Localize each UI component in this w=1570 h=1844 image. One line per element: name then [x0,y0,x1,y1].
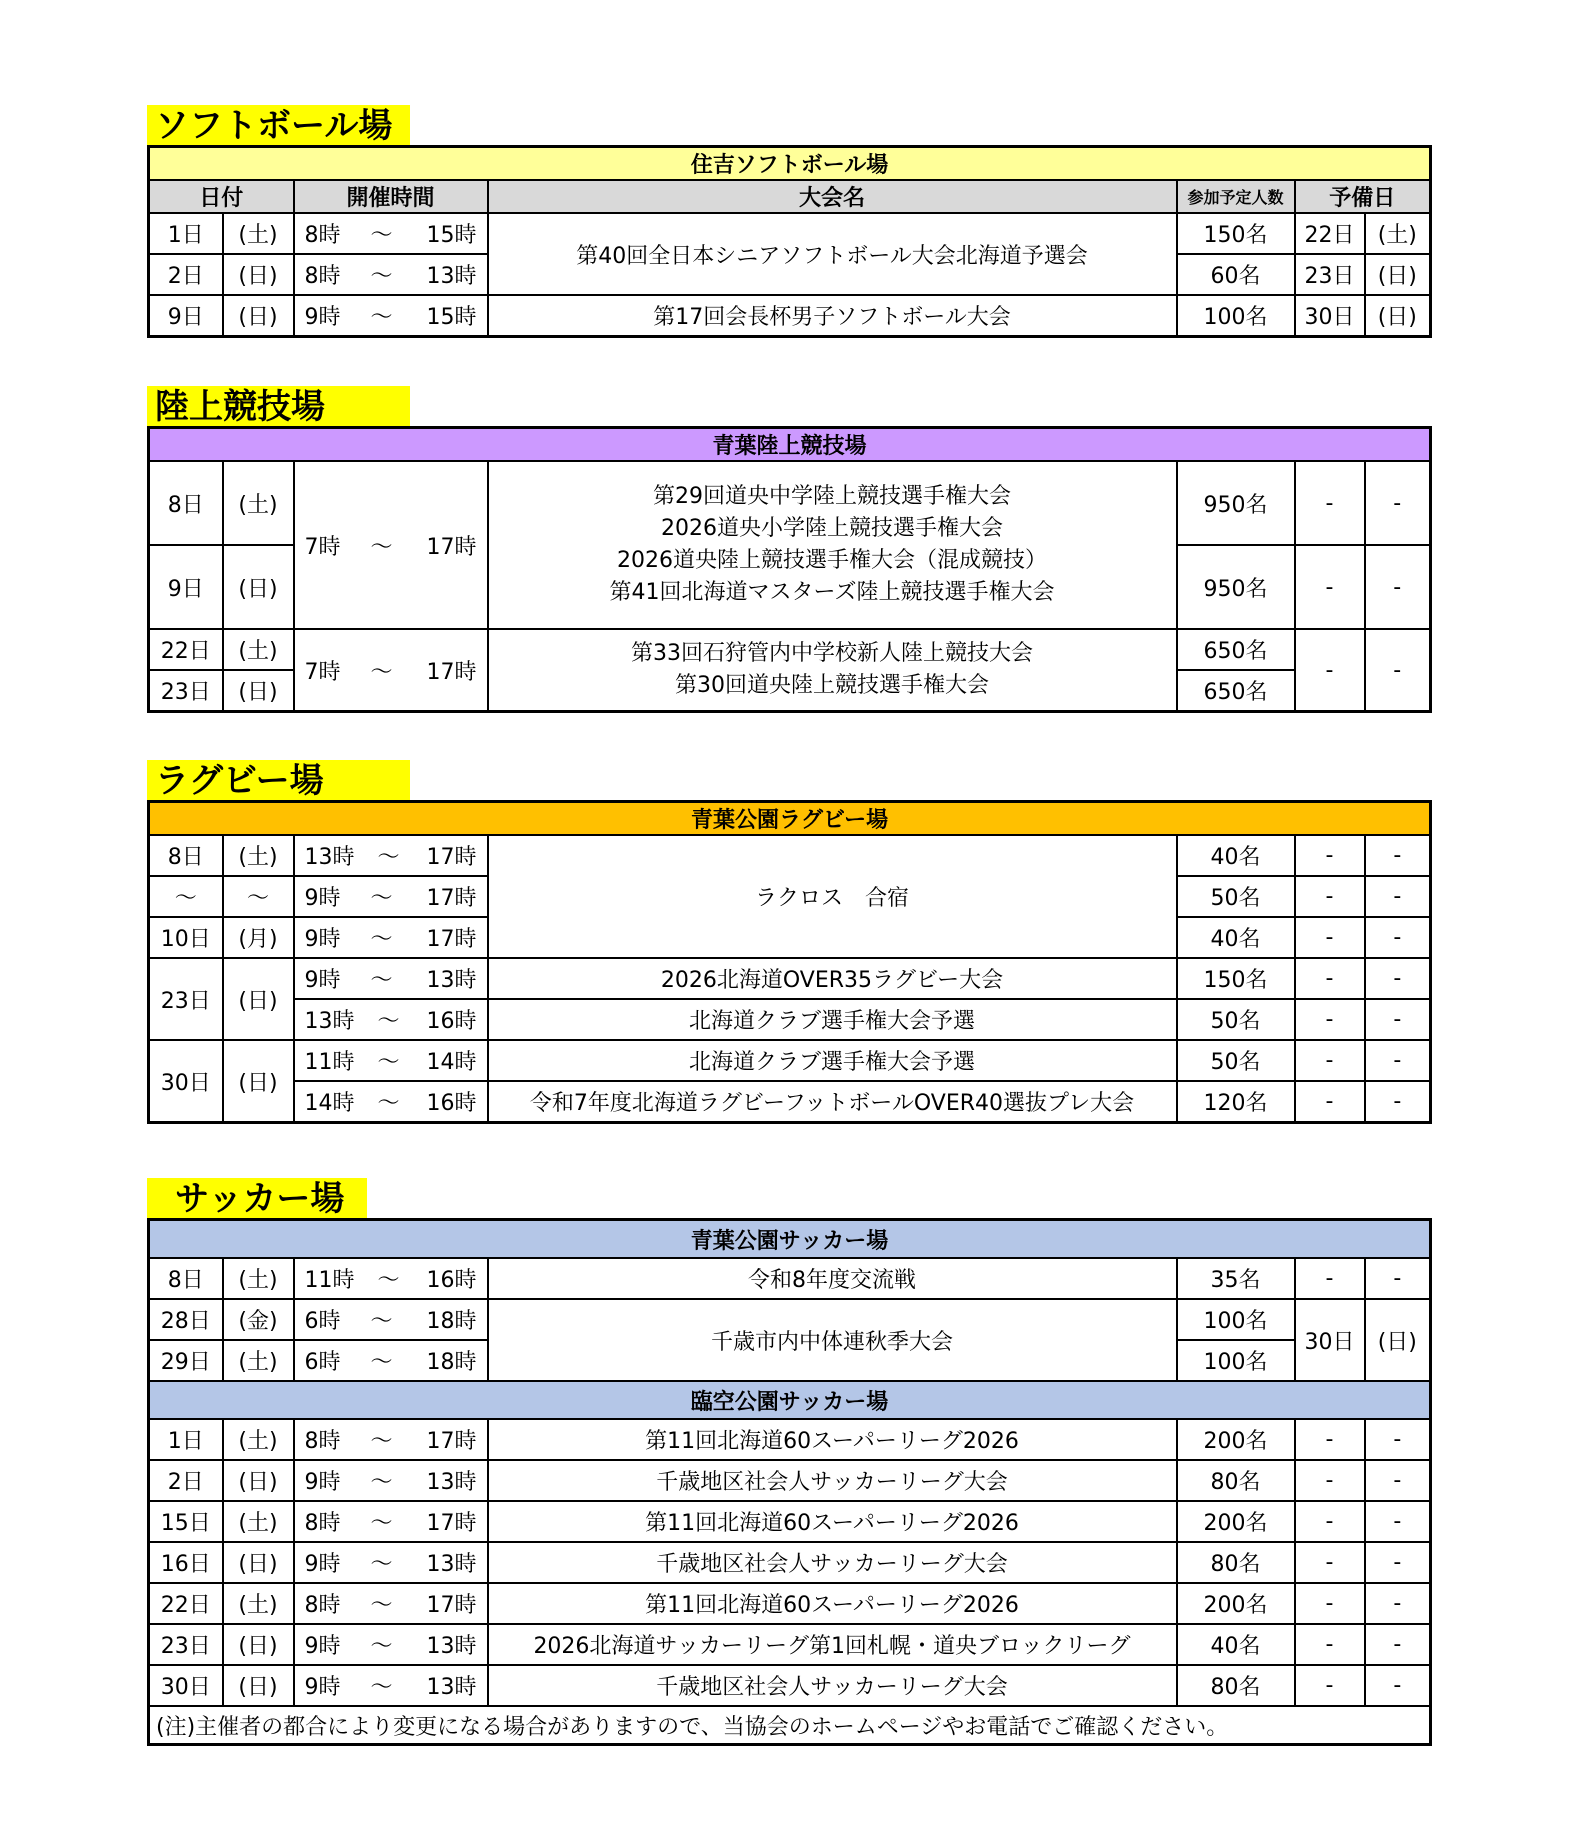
dow-cell: (土) [223,835,294,876]
time-sep: ～ [377,1091,400,1116]
start-time: 9時 [304,927,341,952]
event-cell: 千歳市内中体連秋季大会 [488,1299,1177,1381]
reserve-day: 22日 [1295,213,1365,254]
event-line: 2026道央陸上競技選手権大会（混成競技） [617,548,1047,573]
start-time: 9時 [304,968,341,993]
dow-cell: (日) [223,1624,294,1665]
time-sep: ～ [370,1593,393,1618]
dow-cell: (土) [223,1340,294,1381]
event-cell [488,629,1177,712]
day-cell: 2日 [149,254,223,295]
end-time: 13時 [426,264,477,289]
time-sep: ～ [370,1634,393,1659]
table-row [149,1583,1431,1624]
day-cell: 9日 [149,295,223,337]
people-cell: 100名 [1177,1299,1295,1340]
rugby-table [147,800,1432,1124]
dow-cell: ～ [223,876,294,917]
event-cell: 北海道クラブ選手権大会予選 [488,999,1177,1040]
reserve-day: - [1295,1583,1365,1624]
reserve-dow: - [1365,917,1431,958]
table-row [149,461,1431,545]
reserve-day: - [1295,1624,1365,1665]
time-cell [294,1299,488,1340]
time-sep: ～ [370,1470,393,1495]
people-cell: 40名 [1177,917,1295,958]
time-sep: ～ [370,1350,393,1375]
dow-cell: (土) [223,629,294,670]
start-time: 9時 [304,886,341,911]
day-cell: 23日 [149,670,223,712]
event-cell [488,461,1177,629]
reserve-dow: - [1365,1081,1431,1123]
end-time: 15時 [426,223,477,248]
event-cell: 第11回北海道60スーパーリーグ2026 [488,1501,1177,1542]
dow-cell: (金) [223,1299,294,1340]
reserve-day: - [1295,1460,1365,1501]
time-cell [294,1583,488,1624]
reserve-day: 30日 [1295,1299,1365,1381]
reserve-dow: - [1365,1665,1431,1706]
people-cell: 40名 [1177,1624,1295,1665]
people-cell: 80名 [1177,1665,1295,1706]
people-cell: 150名 [1177,213,1295,254]
day-cell: 8日 [149,835,223,876]
event-cell: 千歳地区社会人サッカーリーグ大会 [488,1665,1177,1706]
table-row [149,213,1431,254]
reserve-day: - [1295,958,1365,999]
dow-cell: (日) [223,1040,294,1123]
end-time: 16時 [426,1268,477,1293]
dow-cell: (日) [223,1460,294,1501]
time-cell [294,1460,488,1501]
reserve-day: - [1295,1040,1365,1081]
start-time: 9時 [304,1634,341,1659]
footnote: (注)主催者の都合により変更になる場合がありますので、当協会のホームページやお電話でご確認ください。 [149,1706,1431,1745]
table-row [149,1258,1431,1299]
venue-name: 青葉公園サッカー場 [149,1220,1431,1259]
header-date: 日付 [149,180,294,213]
event-cell: 第11回北海道60スーパーリーグ2026 [488,1583,1177,1624]
start-time: 8時 [304,1593,341,1618]
time-sep: ～ [370,968,393,993]
people-cell: 60名 [1177,254,1295,295]
time-sep: ～ [377,1009,400,1034]
people-cell: 80名 [1177,1542,1295,1583]
time-cell [294,461,488,629]
reserve-dow: - [1365,835,1431,876]
section-title-soccer: サッカー場 [147,1178,367,1220]
table-row [149,1419,1431,1460]
time-sep: ～ [377,845,400,870]
event-cell: 第17回会長杯男子ソフトボール大会 [488,295,1177,337]
event-line: 第29回道央中学陸上競技選手権大会 [653,484,1011,509]
table-row [149,1624,1431,1665]
time-sep: ～ [370,1429,393,1454]
dow-cell: (日) [223,545,294,629]
event-cell: 2026北海道OVER35ラグビー大会 [488,958,1177,999]
end-time: 13時 [426,1470,477,1495]
venue-name: 臨空公園サッカー場 [149,1381,1431,1419]
time-sep: ～ [370,305,393,330]
start-time: 6時 [304,1350,341,1375]
start-time: 8時 [304,1511,341,1536]
dow-cell: (土) [223,213,294,254]
day-cell: 22日 [149,629,223,670]
reserve-dow: - [1365,1501,1431,1542]
dow-cell: (日) [223,1542,294,1583]
start-time: 13時 [304,845,355,870]
start-time: 7時 [304,534,341,560]
section-title-softball: ソフトボール場 [147,105,410,147]
day-cell: 28日 [149,1299,223,1340]
reserve-dow: - [1365,545,1431,629]
start-time: 8時 [304,1429,341,1454]
end-time: 17時 [426,1593,477,1618]
time-cell [294,1040,488,1081]
start-time: 9時 [304,305,341,330]
time-cell [294,917,488,958]
people-cell: 100名 [1177,1340,1295,1381]
end-time: 13時 [426,968,477,993]
event-line: 第41回北海道マスターズ陸上競技選手権大会 [609,580,1055,605]
reserve-dow: - [1365,1460,1431,1501]
reserve-dow: (日) [1365,254,1431,295]
end-time: 17時 [426,886,477,911]
time-sep: ～ [370,659,393,685]
dow-cell: (日) [223,958,294,1040]
day-cell: 1日 [149,1419,223,1460]
start-time: 9時 [304,1470,341,1495]
venue-name: 青葉公園ラグビー場 [149,802,1431,836]
table-row [149,1081,1431,1123]
time-sep: ～ [370,927,393,952]
end-time: 17時 [426,1429,477,1454]
table-row [149,295,1431,337]
start-time: 9時 [304,1552,341,1577]
day-cell: 8日 [149,1258,223,1299]
table-row [149,958,1431,999]
start-time: 11時 [304,1050,355,1075]
table-row [149,835,1431,876]
end-time: 17時 [426,845,477,870]
time-cell [294,1665,488,1706]
day-cell: 23日 [149,958,223,1040]
dow-cell: (日) [223,295,294,337]
header-time: 開催時間 [294,180,488,213]
reserve-day: - [1295,1081,1365,1123]
reserve-dow: - [1365,1040,1431,1081]
reserve-day: - [1295,1258,1365,1299]
time-cell [294,1501,488,1542]
end-time: 17時 [426,927,477,952]
end-time: 15時 [426,305,477,330]
time-sep: ～ [370,1511,393,1536]
time-cell [294,629,488,712]
people-cell: 200名 [1177,1501,1295,1542]
end-time: 13時 [426,1552,477,1577]
reserve-day: - [1295,1501,1365,1542]
event-cell: ラクロス 合宿 [488,835,1177,958]
time-cell [294,1542,488,1583]
reserve-dow: - [1365,629,1431,712]
start-time: 8時 [304,223,341,248]
people-cell: 50名 [1177,999,1295,1040]
end-time: 13時 [426,1675,477,1700]
dow-cell: (日) [223,1665,294,1706]
table-row [149,1665,1431,1706]
time-sep: ～ [377,1268,400,1293]
end-time: 14時 [426,1050,477,1075]
time-cell [294,213,488,254]
section-title-rugby: ラグビー場 [147,760,410,802]
event-cell: 2026北海道サッカーリーグ第1回札幌・道央ブロックリーグ [488,1624,1177,1665]
reserve-dow: (日) [1365,1299,1431,1381]
reserve-day: - [1295,999,1365,1040]
start-time: 8時 [304,264,341,289]
header-reserve: 予備日 [1295,180,1431,213]
time-cell [294,958,488,999]
end-time: 17時 [426,1511,477,1536]
start-time: 11時 [304,1268,355,1293]
reserve-day: - [1295,835,1365,876]
time-sep: ～ [370,1675,393,1700]
time-cell [294,295,488,337]
reserve-dow: - [1365,1258,1431,1299]
dow-cell: (土) [223,1258,294,1299]
event-line: 第30回道央陸上競技選手権大会 [675,673,989,698]
people-cell: 80名 [1177,1460,1295,1501]
people-cell: 120名 [1177,1081,1295,1123]
day-cell: 30日 [149,1665,223,1706]
table-row [149,1040,1431,1081]
day-cell: 22日 [149,1583,223,1624]
time-cell [294,1258,488,1299]
reserve-day: - [1295,1419,1365,1460]
event-cell: 令和8年度交流戦 [488,1258,1177,1299]
day-cell: 23日 [149,1624,223,1665]
day-cell: 30日 [149,1040,223,1123]
time-cell [294,1624,488,1665]
table-row [149,1460,1431,1501]
end-time: 13時 [426,1634,477,1659]
day-cell: 10日 [149,917,223,958]
day-cell: 8日 [149,461,223,545]
reserve-day: 30日 [1295,295,1365,337]
day-cell: 15日 [149,1501,223,1542]
dow-cell: (土) [223,1501,294,1542]
people-cell: 40名 [1177,835,1295,876]
table-row [149,629,1431,670]
dow-cell: (土) [223,1583,294,1624]
reserve-day: - [1295,1665,1365,1706]
event-line: 2026道央小学陸上競技選手権大会 [661,516,1003,541]
reserve-day: - [1295,876,1365,917]
reserve-dow: - [1365,876,1431,917]
day-cell: 2日 [149,1460,223,1501]
time-cell [294,835,488,876]
table-row [149,1542,1431,1583]
end-time: 18時 [426,1350,477,1375]
event-cell: 千歳地区社会人サッカーリーグ大会 [488,1460,1177,1501]
reserve-day: - [1295,917,1365,958]
reserve-day: - [1295,545,1365,629]
dow-cell: (日) [223,670,294,712]
dow-cell: (日) [223,254,294,295]
reserve-dow: - [1365,999,1431,1040]
start-time: 9時 [304,1675,341,1700]
event-line: 第33回石狩管内中学校新人陸上競技大会 [631,641,1033,666]
time-sep: ～ [370,886,393,911]
people-cell: 650名 [1177,629,1295,670]
section-title-athletics: 陸上競技場 [147,386,410,428]
reserve-dow: - [1365,1583,1431,1624]
people-cell: 650名 [1177,670,1295,712]
people-cell: 150名 [1177,958,1295,999]
time-sep: ～ [370,223,393,248]
time-cell [294,999,488,1040]
time-cell [294,1419,488,1460]
reserve-dow: - [1365,1419,1431,1460]
soccer-table [147,1218,1432,1746]
time-sep: ～ [377,1050,400,1075]
people-cell: 950名 [1177,461,1295,545]
reserve-dow: - [1365,958,1431,999]
time-sep: ～ [370,1309,393,1334]
people-cell: 950名 [1177,545,1295,629]
day-cell: 16日 [149,1542,223,1583]
day-cell: 29日 [149,1340,223,1381]
reserve-day: - [1295,461,1365,545]
reserve-dow: (日) [1365,295,1431,337]
time-cell [294,1340,488,1381]
softball-table [147,145,1432,338]
people-cell: 50名 [1177,876,1295,917]
time-cell [294,876,488,917]
day-cell: 9日 [149,545,223,629]
time-sep: ～ [370,1552,393,1577]
athletics-table [147,426,1432,713]
people-cell: 100名 [1177,295,1295,337]
event-cell: 第11回北海道60スーパーリーグ2026 [488,1419,1177,1460]
time-cell [294,1081,488,1123]
dow-cell: (月) [223,917,294,958]
people-cell: 50名 [1177,1040,1295,1081]
reserve-day: - [1295,629,1365,712]
people-cell: 200名 [1177,1583,1295,1624]
event-cell: 北海道クラブ選手権大会予選 [488,1040,1177,1081]
venue-name: 住吉ソフトボール場 [149,147,1431,181]
reserve-dow: - [1365,1542,1431,1583]
end-time: 16時 [426,1091,477,1116]
people-cell: 35名 [1177,1258,1295,1299]
header-event: 大会名 [488,180,1177,213]
time-cell [294,254,488,295]
people-cell: 200名 [1177,1419,1295,1460]
dow-cell: (土) [223,1419,294,1460]
time-sep: ～ [370,264,393,289]
table-row [149,1299,1431,1340]
header-people: 参加予定人数 [1177,180,1295,213]
end-time: 18時 [426,1309,477,1334]
end-time: 17時 [426,534,477,560]
start-time: 7時 [304,659,341,685]
table-row [149,999,1431,1040]
event-cell: 第40回全日本シニアソフトボール大会北海道予選会 [488,213,1177,295]
reserve-dow: - [1365,1624,1431,1665]
event-cell: 千歳地区社会人サッカーリーグ大会 [488,1542,1177,1583]
time-sep: ～ [370,534,393,560]
reserve-day: - [1295,1542,1365,1583]
reserve-dow: (土) [1365,213,1431,254]
start-time: 13時 [304,1009,355,1034]
reserve-day: 23日 [1295,254,1365,295]
venue-name: 青葉陸上競技場 [149,428,1431,462]
reserve-dow: - [1365,461,1431,545]
end-time: 16時 [426,1009,477,1034]
day-cell: ～ [149,876,223,917]
start-time: 14時 [304,1091,355,1116]
table-row [149,1501,1431,1542]
day-cell: 1日 [149,213,223,254]
start-time: 6時 [304,1309,341,1334]
end-time: 17時 [426,659,477,685]
event-cell: 令和7年度北海道ラグビーフットボールOVER40選抜プレ大会 [488,1081,1177,1123]
dow-cell: (土) [223,461,294,545]
